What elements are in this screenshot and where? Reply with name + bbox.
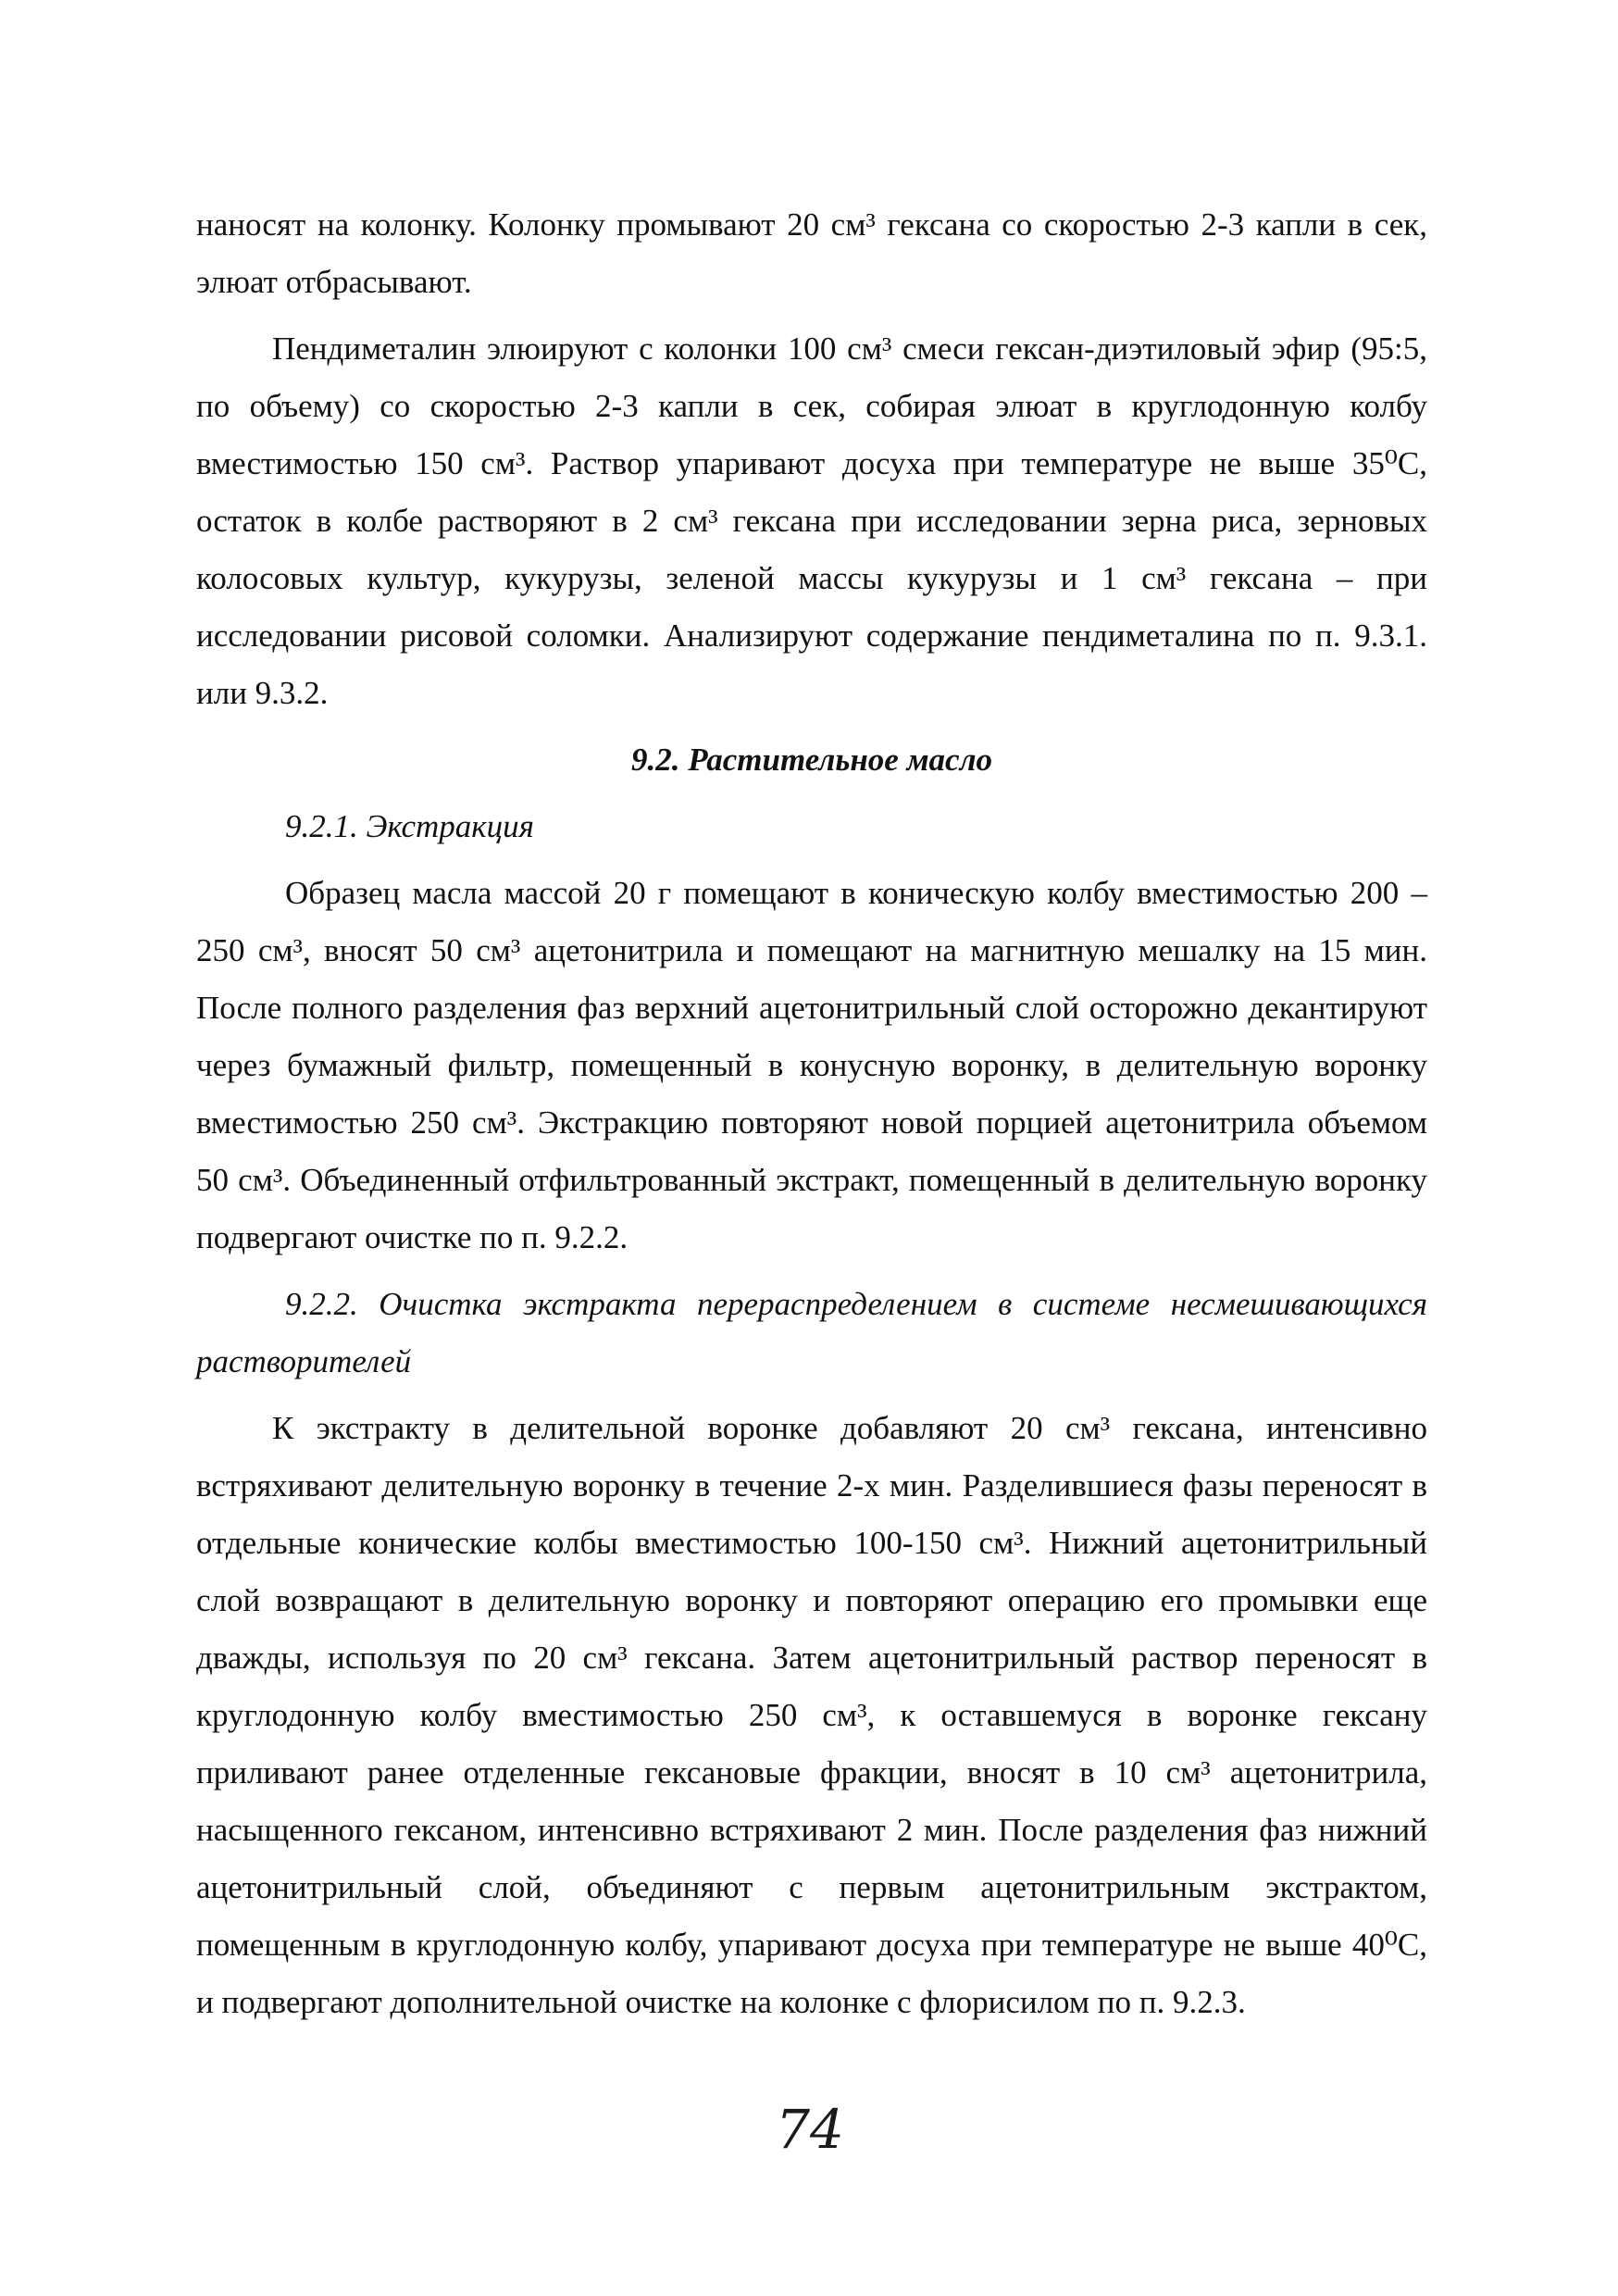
paragraph-purification-procedure: К экстракту в делительной воронке добавляют 20 см³ гексана, интенсивно встряхивают делительную воронку в течение 2-х мин. Разделившиеся фазы переносят в отдельные конические колбы вместимостью 100-150 см³. Нижний ацетонитрильный слой возвращают в делительную воронку и повторяют операцию его промывки еще дважды, используя по 20 см³ гексана. Затем ацетонитрильный раствор переносят в круглодонную колбу вместимостью 250 см³, к оставшемуся в воронке гексану приливают ранее отделенные гексановые фракции, вносят в 10 см³ ацетонитрила, насыщенного гексаном, интенсивно встряхивают 2 мин. После разделения фаз нижний ацетонитрильный слой, объединяют с первым ацетонитрильным экстрактом, помещенным в круглодонную колбу, упаривают досуха при температуре не выше 40⁰С, и подвергают дополнительной очистке на колонке с флорисилом по п. 9.2.3.	[196, 1410, 1427, 2020]
page-content	[196, 196, 1427, 2031]
spacer	[196, 789, 1427, 798]
spacer	[196, 311, 1427, 320]
subsection-heading-extraction: 9.2.1. Экстракция	[285, 808, 534, 844]
spacer	[196, 1391, 1427, 1400]
paragraph-oil-extraction: Образец масла массой 20 г помещают в коническую колбу вместимостью 200 – 250 см³, вносят 50 см³ ацетонитрила и помещают на магнитную мешалку на 15 мин. После полного разделения фаз верхний ацетонитрильный слой осторожно декантируют через бумажный фильтр, помещенный в конусную воронку, в делительную воронку вместимостью 250 см³. Экстракцию повторяют новой порцией ацетонитрила объемом 50 см³. Объединенный отфильтрованный экстракт, помещенный в делительную воронку подвергают очистке по п. 9.2.2.	[196, 875, 1427, 1255]
section-heading-vegetable-oil: 9.2. Растительное масло	[630, 742, 993, 778]
page-number: 74	[776, 2098, 844, 2161]
paragraph-continuation: наносят на колонку. Колонку промывают 20 см³ гексана со скоростью 2-3 капли в сек, элюат отбрасывают.	[196, 206, 1427, 300]
spacer	[196, 855, 1427, 865]
spacer	[196, 722, 1427, 731]
subsection-heading-purification: 9.2.2. Очистка экстракта перераспределением в системе несмешивающихся растворителей	[196, 1286, 1427, 1379]
spacer	[196, 1267, 1427, 1276]
paragraph-pendimethalin-elution: Пендиметалин элюируют с колонки 100 см³ смеси гексан-диэтиловый эфир (95:5, по объему) со скоростью 2-3 капли в сек, собирая элюат в круглодонную колбу вместимостью 150 см³. Раствор упаривают досуха при температуре не выше 35⁰С, остаток в колбе растворяют в 2 см³ гексана при исследовании зерна риса, зерновых колосовых культур, кукурузы, зеленой массы кукурузы и 1 см³ гексана – при исследовании рисовой соломки. Анализируют содержание пендиметалина по п. 9.3.1. или 9.3.2.	[196, 331, 1427, 711]
